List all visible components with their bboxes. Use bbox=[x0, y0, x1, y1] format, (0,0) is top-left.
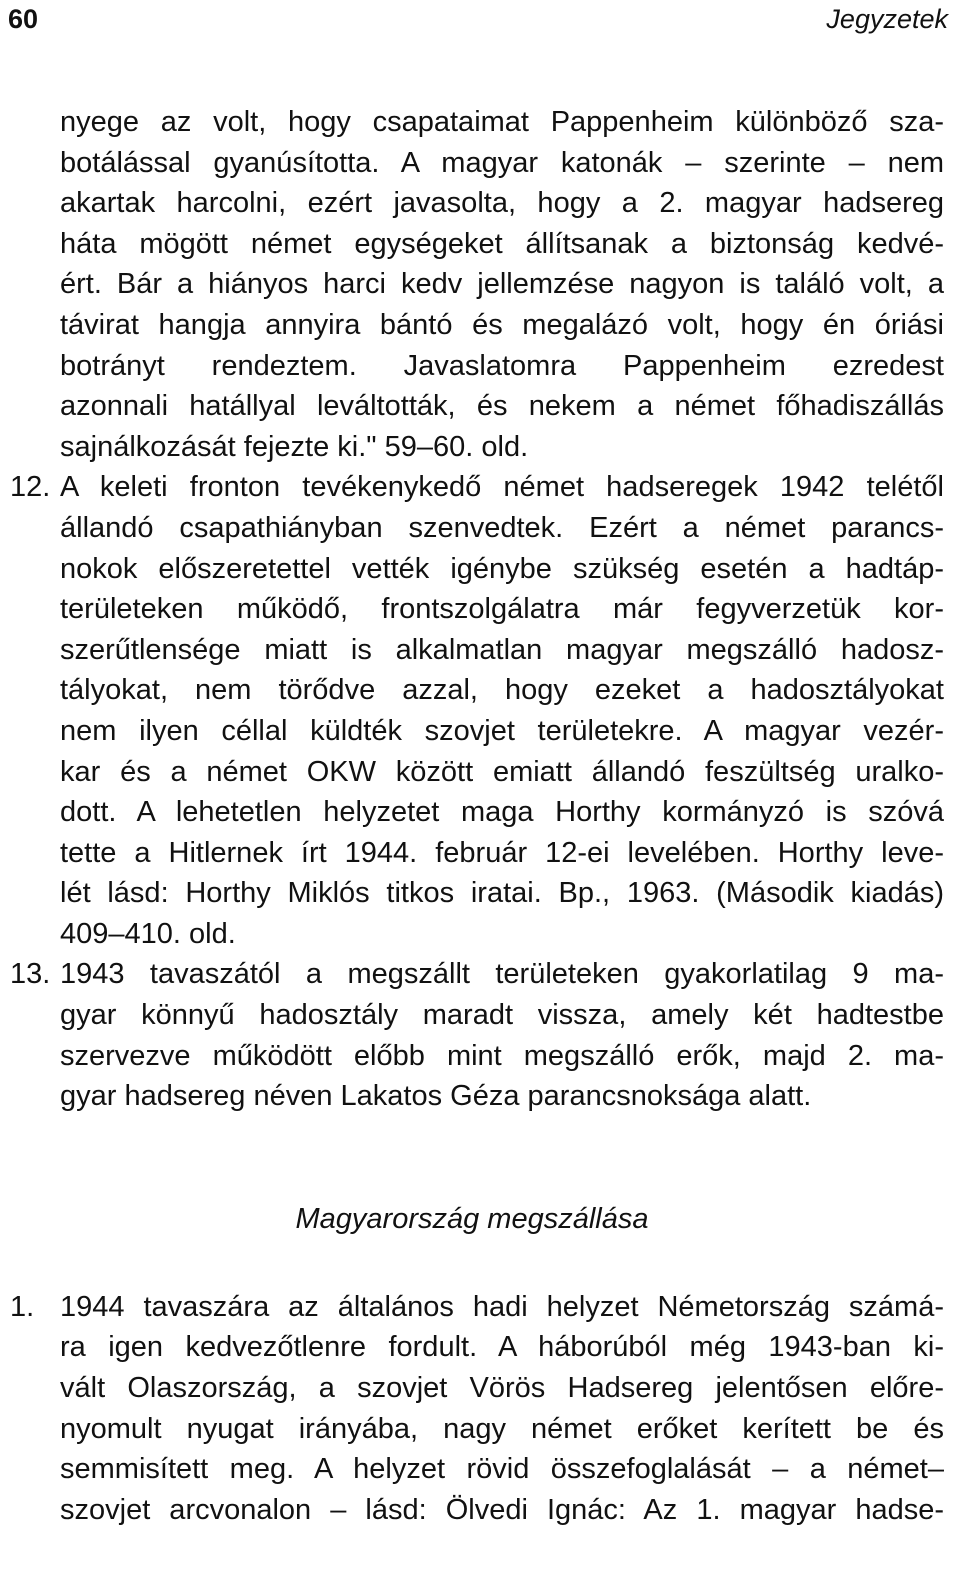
notes-body bbox=[10, 102, 944, 1530]
text-line: területeken működő, frontszolgálatra már fegyverzetük kor- bbox=[60, 593, 944, 626]
text-line: lét lásd: Horthy Miklós titkos iratai. Bp., 1963. (Második kiadás) bbox=[60, 877, 944, 910]
endnote-1 bbox=[10, 1287, 944, 1531]
text-line: kar és a német OKW között emiatt állandó feszültség uralko- bbox=[60, 755, 944, 788]
endnote-12 bbox=[10, 467, 944, 954]
text-line: 1943 tavaszától a megszállt területeken gyakorlatilag 9 ma- bbox=[60, 958, 944, 991]
text-line: sajnálkozását fejezte ki." 59–60. old. bbox=[60, 430, 529, 463]
text-line: botrányt rendeztem. Javaslatomra Pappenheim ezredest bbox=[60, 349, 944, 382]
text-line: nem ilyen céllal küldték szovjet területekre. A magyar vezér- bbox=[60, 714, 944, 747]
text-line: szerűtlensége miatt is alkalmatlan magyar megszálló hadosz- bbox=[60, 633, 944, 666]
text-line: 1944 tavaszára az általános hadi helyzet Németország számá- bbox=[60, 1290, 944, 1323]
note-number: 1. bbox=[10, 1290, 35, 1323]
section-title: Magyarország megszállása bbox=[295, 1202, 649, 1235]
page-number: 60 bbox=[8, 4, 39, 34]
text-line: nokok előszeretettel vették igénybe szükség esetén a hadtáp- bbox=[60, 552, 944, 585]
page-header bbox=[8, 4, 948, 44]
text-line: távirat hangja annyira bántó és megalázó volt, hogy én óriási bbox=[60, 308, 944, 341]
text-line: nyege az volt, hogy csapataimat Pappenheim különböző sza- bbox=[60, 106, 944, 138]
text-line: gyar hadsereg néven Lakatos Géza parancsnoksága alatt. bbox=[60, 1080, 812, 1113]
text-line: akartak harcolni, ezért javasolta, hogy a 2. magyar hadsereg bbox=[60, 187, 944, 220]
continuation-paragraph bbox=[60, 102, 944, 467]
text-line: botálással gyanúsította. A magyar katonák – szerinte – nem bbox=[60, 146, 944, 179]
text-line: dott. A lehetetlen helyzetet maga Horthy kormányzó is szóvá bbox=[60, 796, 944, 829]
note-number: 12. bbox=[10, 471, 51, 504]
text-line: gyar könnyű hadosztály maradt vissza, amely két hadtestbe bbox=[60, 999, 944, 1032]
text-line: ért. Bár a hiányos harci kedv jellemzése nagyon is találó volt, a bbox=[60, 268, 944, 301]
note-number: 13. bbox=[10, 958, 51, 991]
text-line: tette a Hitlernek írt 1944. február 12-ei levelében. Horthy leve- bbox=[60, 836, 944, 869]
text-line: tályokat, nem törődve azzal, hogy ezeket a hadosztályokat bbox=[60, 674, 944, 707]
text-line: ra igen kedvezőtlenre fordult. A háborúból még 1943-ban ki- bbox=[60, 1331, 944, 1364]
text-line: 409–410. old. bbox=[60, 917, 236, 950]
running-head: Jegyzetek bbox=[826, 4, 948, 34]
text-line: állandó csapathiányban szenvedtek. Ezért a német parancs- bbox=[60, 511, 944, 544]
text-line: A keleti fronton tevékenykedő német hadseregek 1942 telétől bbox=[60, 471, 944, 504]
text-line: háta mögött német egységeket állítsanak a biztonság kedvé- bbox=[60, 227, 944, 260]
text-line: azonnali hatállyal leváltották, és nekem a német főhadiszállás bbox=[60, 390, 944, 423]
text-line: szovjet arcvonalon – lásd: Ölvedi Ignác: Az 1. magyar hadse- bbox=[60, 1493, 944, 1526]
text-line: nyomult nyugat irányába, nagy német erőket kerített be és bbox=[60, 1412, 944, 1445]
text-line: vált Olaszország, a szovjet Vörös Hadsereg jelentősen előre- bbox=[60, 1372, 944, 1405]
text-line: semmisített meg. A helyzet rövid összefoglalását – a német– bbox=[60, 1453, 944, 1486]
text-line: szervezve működött előbb mint megszálló erők, majd 2. ma- bbox=[60, 1039, 944, 1072]
endnote-13 bbox=[10, 954, 944, 1116]
